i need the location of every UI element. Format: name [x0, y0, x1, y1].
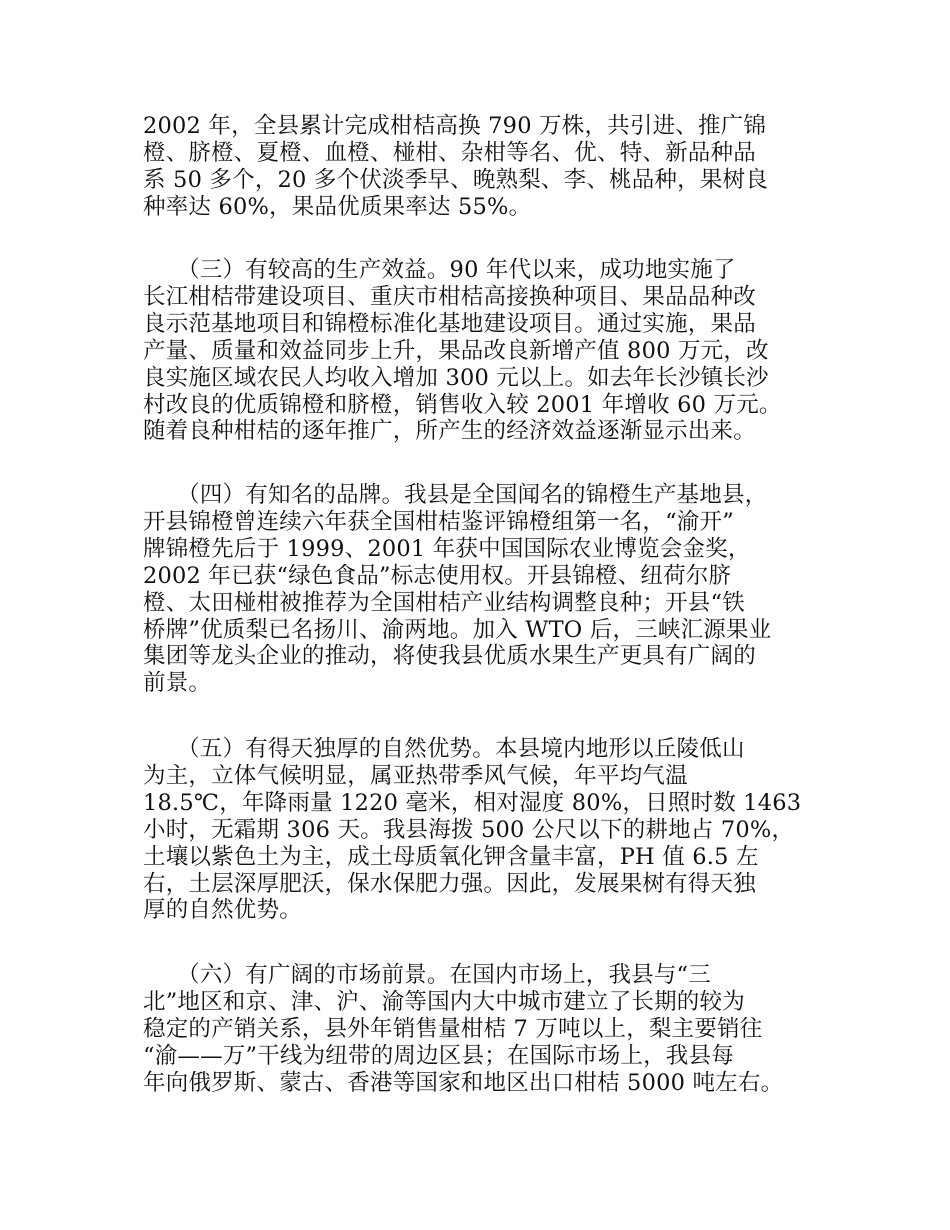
- paragraph-famous-brand: [143, 482, 833, 697]
- text-line: 产量、质量和效益同步上升，果品改良新增产值 800 万元，改: [143, 337, 769, 364]
- text-line: 厚的自然优势。: [143, 897, 302, 924]
- text-line: （六）有广阔的市场前景。在国内市场上，我县与“三: [143, 962, 711, 988]
- text-line: （三）有较高的生产效益。90 年代以来，成功地实施了: [143, 257, 736, 283]
- text-line: 前景。: [143, 670, 212, 697]
- text-line: 牌锦橙先后于 1999、2001 年获中国国际农业博览会金奖，: [143, 535, 751, 562]
- text-line: 系 50 多个，20 多个伏淡季早、晚熟梨、李、桃品种，果树良: [143, 166, 768, 193]
- text-line: 随着良种柑桔的逐年推广，所产生的经济效益逐渐显示出来。: [143, 418, 756, 445]
- text-line: 右，土层深厚肥沃，保水保肥力强。因此，发展果树有得天独: [143, 870, 756, 897]
- text-line: 小时，无霜期 306 天。我县海拨 500 公尺以下的耕地占 70%，: [143, 816, 795, 843]
- text-line: 良实施区域农民人均收入增加 300 元以上。如去年长沙镇长沙: [143, 364, 769, 391]
- text-line: 2002 年，全县累计完成柑桔高换 790 万株，共引进、推广锦: [143, 113, 767, 139]
- text-line: “渝——万”干线为纽带的周边区县；在国际市场上，我县每: [143, 1042, 734, 1069]
- paragraph-market-prospects: [143, 962, 833, 1097]
- text-line: 桥牌”优质梨已名扬川、渝两地。加入 WTO 后，三峡汇源果业: [143, 616, 772, 643]
- paragraph-natural-advantages: [143, 736, 833, 924]
- text-line: 长江柑桔带建设项目、重庆市柑桔高接换种项目、果品品种改: [143, 283, 756, 310]
- text-line: 2002 年已获“绿色食品”标志使用权。开县锦橙、纽荷尔脐: [143, 562, 732, 589]
- text-line: （四）有知名的品牌。我县是全国闻名的锦橙生产基地县，: [143, 482, 768, 508]
- text-line: 稳定的产销关系，县外年销售量柑桔 7 万吨以上，梨主要销往: [143, 1015, 763, 1042]
- text-line: （五）有得天独厚的自然优势。本县境内地形以丘陵低山: [143, 736, 745, 762]
- text-line: 北”地区和京、津、沪、渝等国内大中城市建立了长期的较为: [143, 988, 745, 1015]
- text-line: 橙、太田椪柑被推荐为全国柑桔产业结构调整良种；开县“铁: [143, 589, 745, 616]
- text-line: 良示范基地项目和锦橙标准化基地建设项目。通过实施，果品: [143, 310, 756, 337]
- text-line: 种率达 60%，果品优质果率达 55%。: [143, 193, 532, 220]
- text-line: 橙、脐橙、夏橙、血橙、椪柑、杂柑等名、优、特、新品种品: [143, 139, 756, 166]
- text-line: 开县锦橙曾连续六年获全国柑桔鉴评锦橙组第一名，“渝开”: [143, 508, 734, 535]
- text-line: 为主，立体气候明显，属亚热带季风气候，年平均气温: [143, 762, 688, 789]
- text-line: 村改良的优质锦橙和脐橙，销售收入较 2001 年增收 60 万元。: [143, 391, 782, 418]
- text-line: 18.5℃，年降雨量 1220 毫米，相对湿度 80%，日照时数 1463: [143, 789, 802, 816]
- text-line: 集团等龙头企业的推动，将使我县优质水果生产更具有广阔的: [143, 643, 756, 670]
- paragraph-production-benefits: [143, 257, 833, 445]
- paragraph-citrus-varieties: [143, 113, 833, 221]
- text-line: 年向俄罗斯、蒙古、香港等国家和地区出口柑桔 5000 吨左右。: [143, 1069, 784, 1096]
- text-line: 土壤以紫色土为主，成土母质氧化钾含量丰富，PH 值 6.5 左: [143, 843, 759, 870]
